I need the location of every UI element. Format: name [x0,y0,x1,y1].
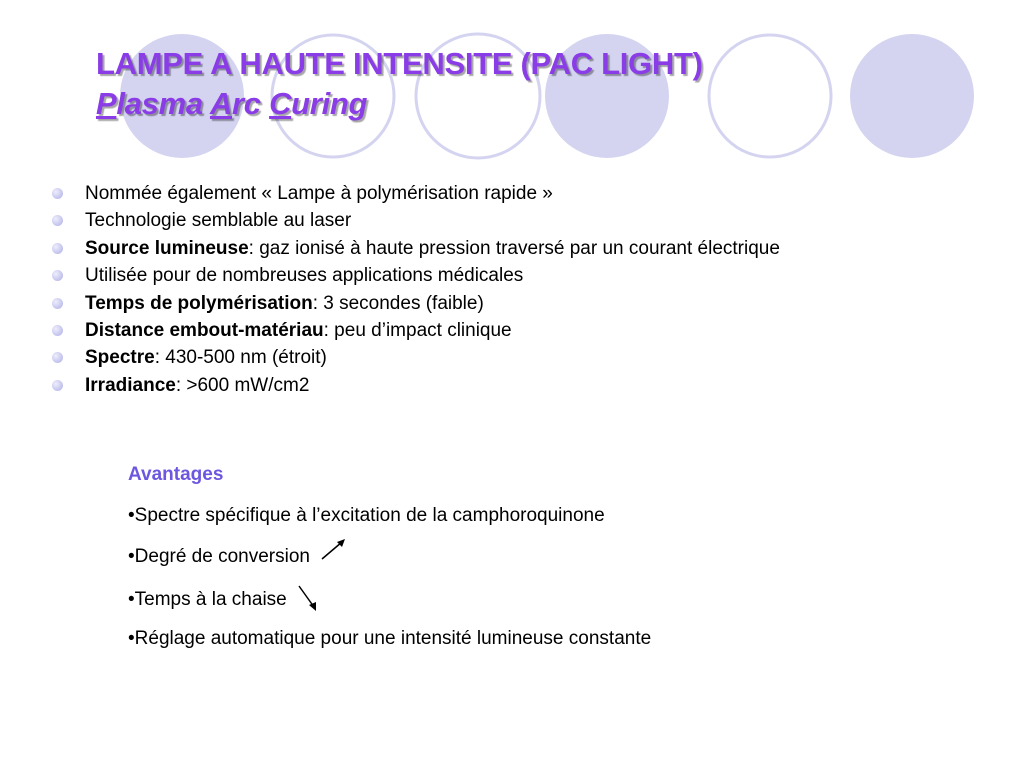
bullet-list [52,180,780,399]
title-initial-p: P [96,86,117,121]
bullet-bold: Spectre [85,347,155,369]
advantages-block [128,464,651,669]
advantage-text: •Spectre spécifique à l’excitation de la camphoroquinone [128,505,605,526]
bullet-dot-icon [52,325,63,336]
bullet-bold: Irradiance [85,374,176,396]
bullet-item [52,317,780,344]
advantage-text: •Réglage automatique pour une intensité lumineuse constante [128,628,652,649]
title-line-2 [96,84,703,124]
bullet-bold: Source lumineuse [85,237,249,259]
advantage-text: •Temps à la chaise [128,589,287,611]
advantage-item [128,546,651,587]
bullet-item [52,180,780,207]
slide-title [96,44,703,124]
title-word-rc: rc [232,86,270,121]
bullet-item [52,372,780,399]
bullet-dot-icon [52,215,63,226]
bullet-bold: Distance embout-matériau [85,320,324,342]
down-right-arrow-icon [295,583,321,613]
bullet-text: : >600 mW/cm2 [175,374,310,396]
bullet-dot-icon [52,270,63,281]
title-initial-c: C [269,86,292,121]
bullet-item [52,235,780,262]
bullet-bold: Temps de polymérisation [85,292,313,314]
bullet-item [52,207,780,234]
bullet-text: : 430-500 nm (étroit) [154,347,327,369]
bullet-text: : 3 secondes (faible) [312,292,484,314]
title-word-uring: uring [291,86,368,121]
title-line-1: LAMPE A HAUTE INTENSITE (PAC LIGHT) [96,46,703,81]
advantage-item [128,505,651,546]
advantage-item [128,628,651,669]
bullet-item [52,344,780,371]
title-word-lasma: lasma [116,86,210,121]
advantage-item [128,587,651,628]
bullet-text: : peu d’impact clinique [323,320,512,342]
bullet-dot-icon [52,243,63,254]
bullet-item [52,290,780,317]
bullet-text: Nommée également « Lampe à polymérisation rapide » [85,183,553,204]
bullet-dot-icon [52,188,63,199]
bullet-item [52,262,780,289]
bullet-text: : gaz ionisé à haute pression traversé par un courant électrique [248,237,780,259]
advantage-text: •Degré de conversion [128,546,310,567]
bullet-text: Utilisée pour de nombreuses applications médicales [85,265,524,287]
title-initial-a: A [209,86,233,121]
advantages-heading: Avantages [128,464,224,485]
bullet-dot-icon [52,380,63,391]
bullet-text: Technologie semblable au laser [85,210,352,232]
bullet-dot-icon [52,352,63,363]
up-right-arrow-icon [318,537,348,563]
bullet-dot-icon [52,298,63,309]
circle-outline-3 [709,35,831,157]
circle-filled-3 [850,34,974,158]
